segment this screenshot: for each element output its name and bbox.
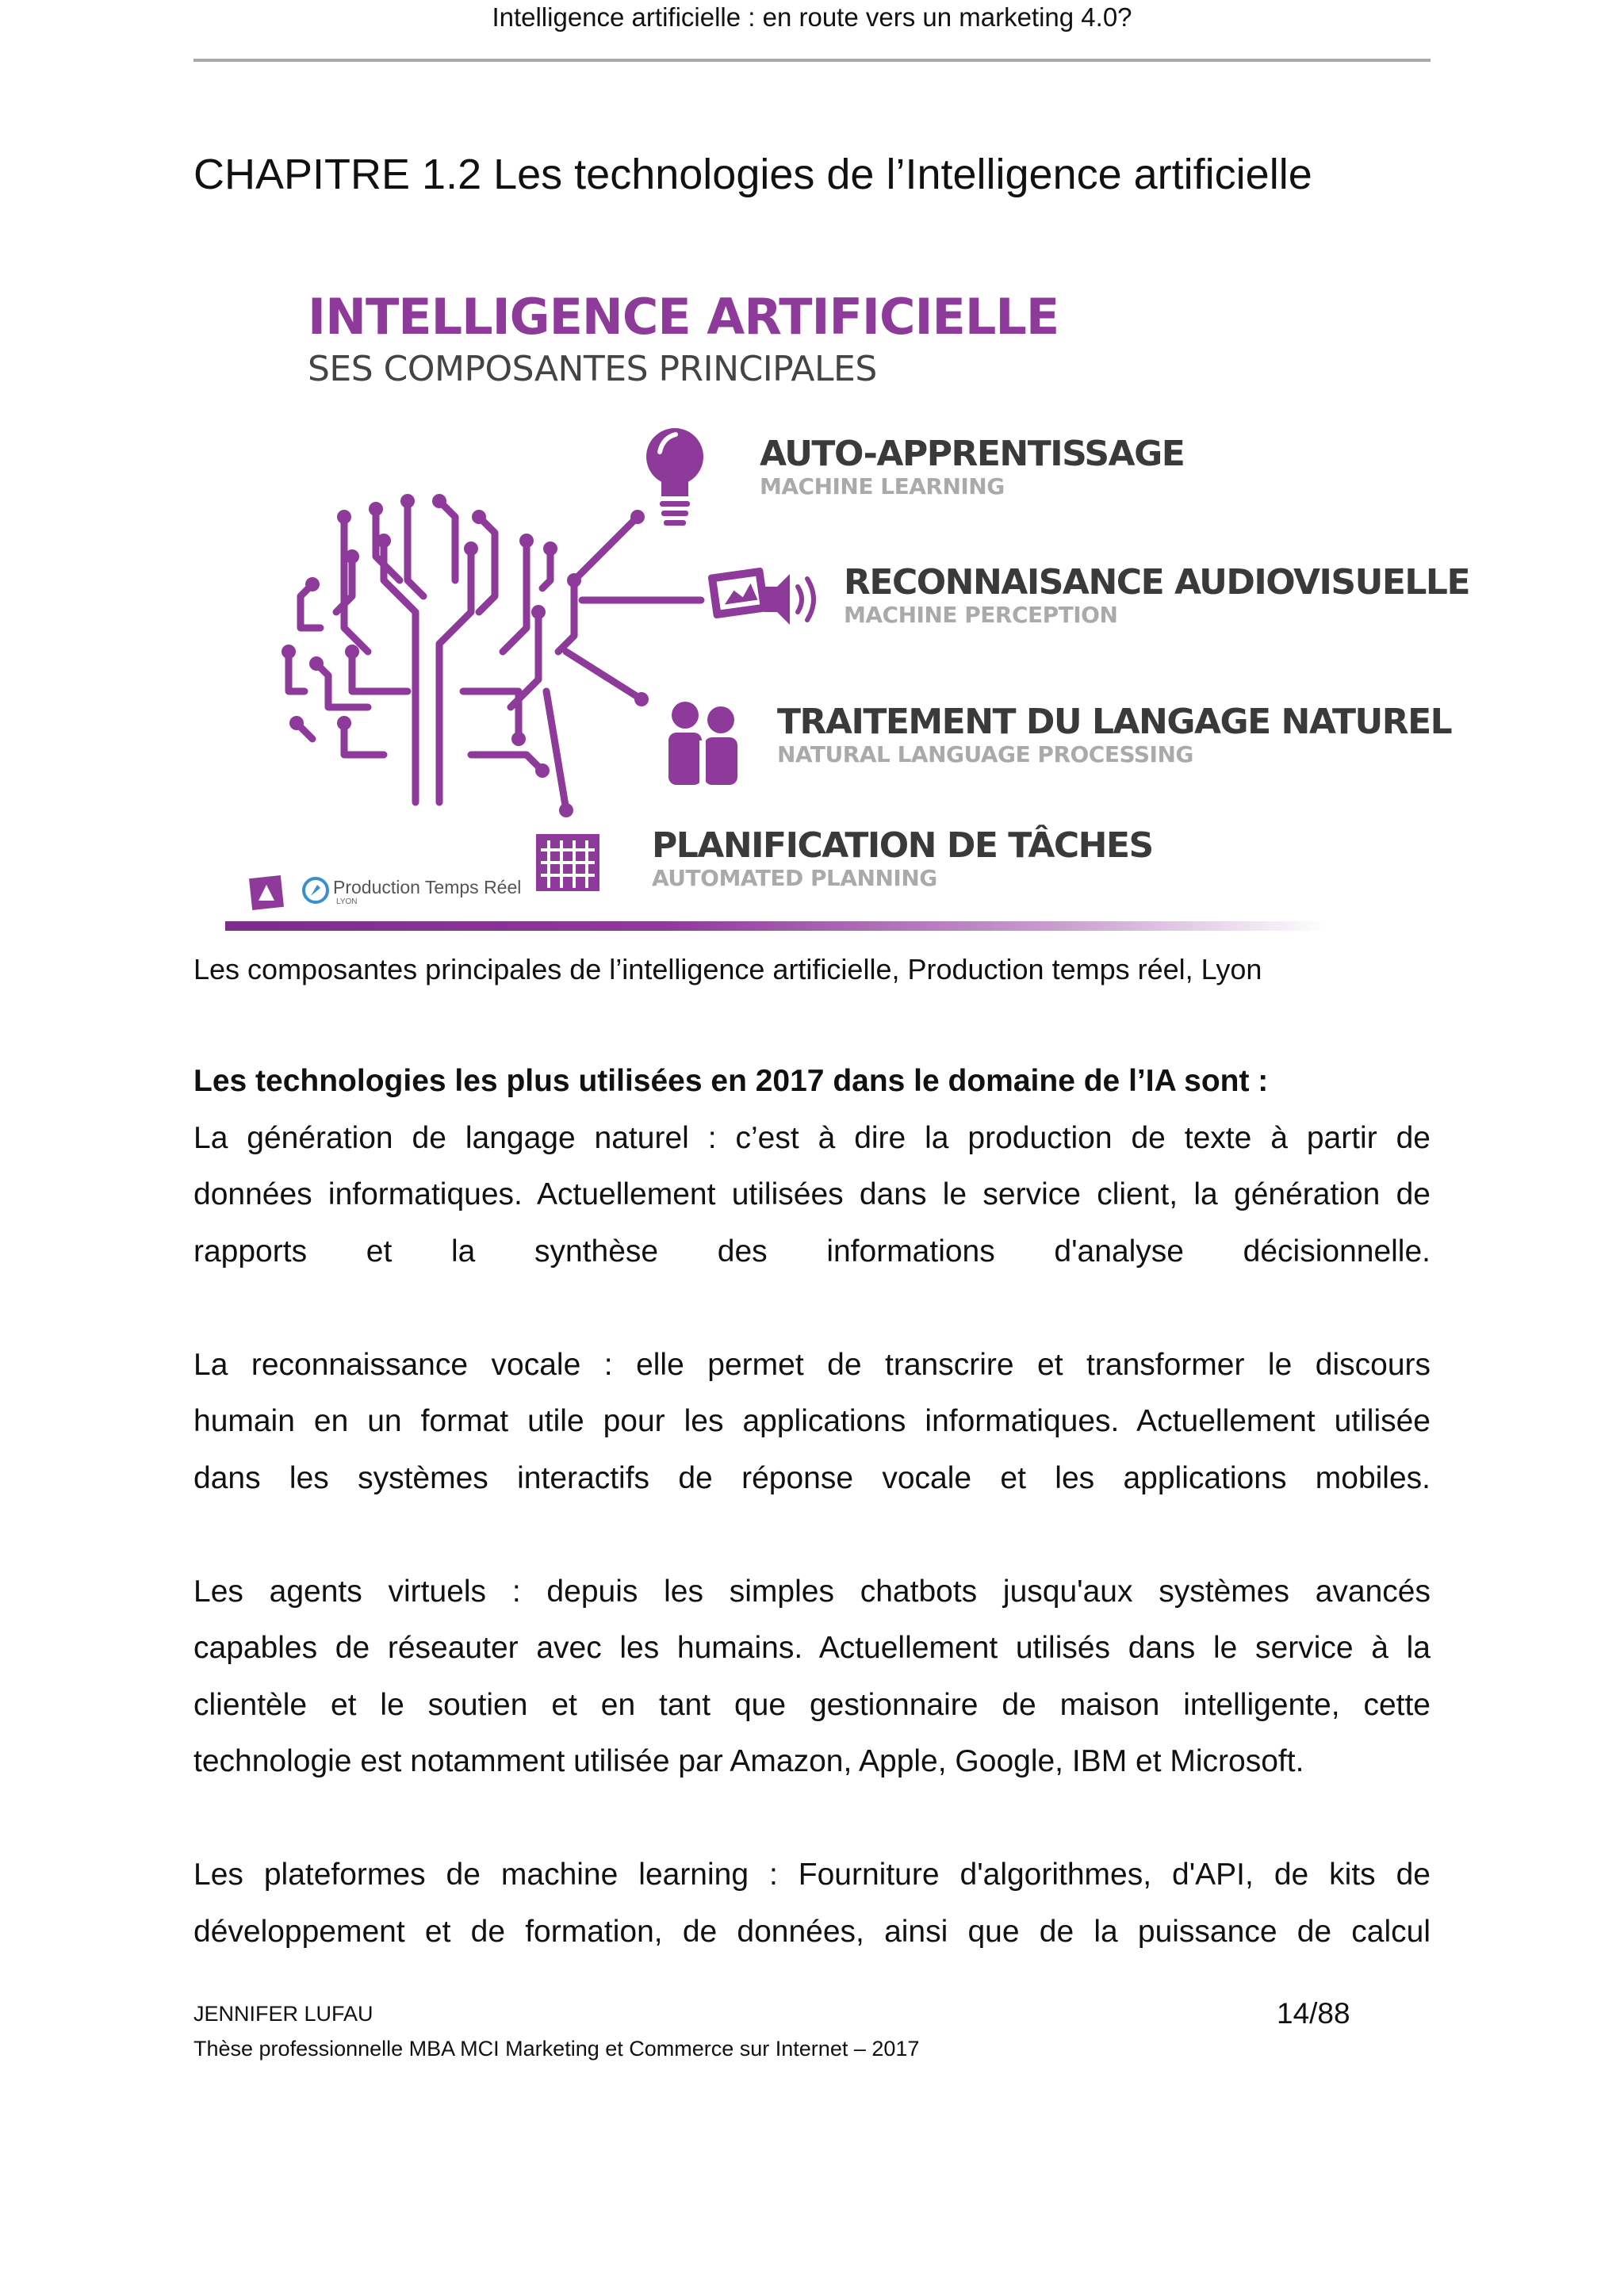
component-machine-perception [844,563,1469,628]
component-title: PLANIFICATION DE TÂCHES [652,825,1153,866]
paragraph-line: rapports et la synthèse des informations d'analyse décisionnelle. [193,1234,1431,1269]
component-subtitle: AUTOMATED PLANNING [652,865,937,891]
running-header: Intelligence artificielle : en route vers un marketing 4.0? [492,2,1132,32]
paragraph-line: capables de réseauter avec les humains. Actuellement utilisés dans le service à la [193,1631,1431,1665]
paragraph-line: Les plateformes de machine learning : Fourniture d'algorithmes, d'API, de kits de [193,1858,1431,1892]
figure-title: INTELLIGENCE ARTIFICIELLE [308,288,1059,346]
brand-logo-icon [249,875,284,910]
body-text [193,1053,1431,1960]
component-machine-learning [760,434,1184,499]
paragraph-line: La génération de langage naturel : c’est à dire la production de texte à partir de [193,1120,1431,1155]
header-rule [193,59,1431,62]
figure-accent-bar [225,921,1327,931]
lightbulb-icon [646,428,703,526]
chapter-title: CHAPITRE 1.2 Les technologies de l’Intelligence artificielle [193,151,1312,198]
ai-components-figure [225,279,1470,937]
component-natural-language [777,702,1451,767]
paragraph-line: dans les systèmes interactifs de réponse vocale et les applications mobiles. [193,1460,1431,1495]
paragraph-line: clientèle et le soutien et en tant que gestionnaire de maison intelligente, cette [193,1687,1431,1722]
component-subtitle: MACHINE PERCEPTION [844,602,1118,628]
paragraph-line: données informatiques. Actuellement utilisées dans le service client, la génération de [193,1177,1431,1211]
paragraph-gap [193,1506,1431,1563]
component-subtitle: MACHINE LEARNING [760,473,1005,499]
component-title: AUTO-APPRENTISSAGE [760,434,1185,474]
section-heading: Les technologies les plus utilisées en 2017 dans le domaine de l’IA sont : [193,1064,1269,1098]
compass-icon [304,878,327,902]
paragraph-line: technologie est notamment utilisée par Amazon, Apple, Google, IBM et Microsoft. [193,1744,1304,1778]
paragraph-line: développement et de formation, de données, ainsi que de la puissance de calcul [193,1914,1431,1949]
brand-small-text: LYON [336,897,358,906]
footer-thesis: Thèse professionnelle MBA MCI Marketing et Commerce sur Internet – 2017 [193,2037,920,2061]
paragraph-gap [193,1280,1431,1337]
component-subtitle: NATURAL LANGUAGE PROCESSING [777,741,1193,767]
figure-caption: Les composantes principales de l’intelligence artificielle, Production temps réel, Lyon [193,953,1262,985]
paragraph-line: Les agents virtuels : depuis les simples chatbots jusqu'aux systèmes avancés [193,1574,1431,1609]
footer-author: JENNIFER LUFAU [193,2002,373,2026]
grid-calendar-icon [536,834,599,891]
brand-text: Production Temps Réel [333,877,522,897]
component-automated-planning [652,826,1153,891]
component-title: TRAITEMENT DU LANGAGE NATUREL [777,702,1452,742]
page-number: 14/88 [1277,1997,1350,2030]
component-title: RECONNAISANCE AUDIOVISUELLE [844,562,1470,603]
figure-subtitle: SES COMPOSANTES PRINCIPALES [308,349,877,389]
people-icon [668,702,737,785]
paragraph-line: La reconnaissance vocale : elle permet de transcrire et transformer le discours [193,1347,1431,1382]
paragraph-gap [193,1790,1431,1847]
paragraph-line: humain en un format utile pour les applications informatiques. Actuellement utilisée [193,1404,1431,1438]
image-speaker-icon [707,567,814,625]
